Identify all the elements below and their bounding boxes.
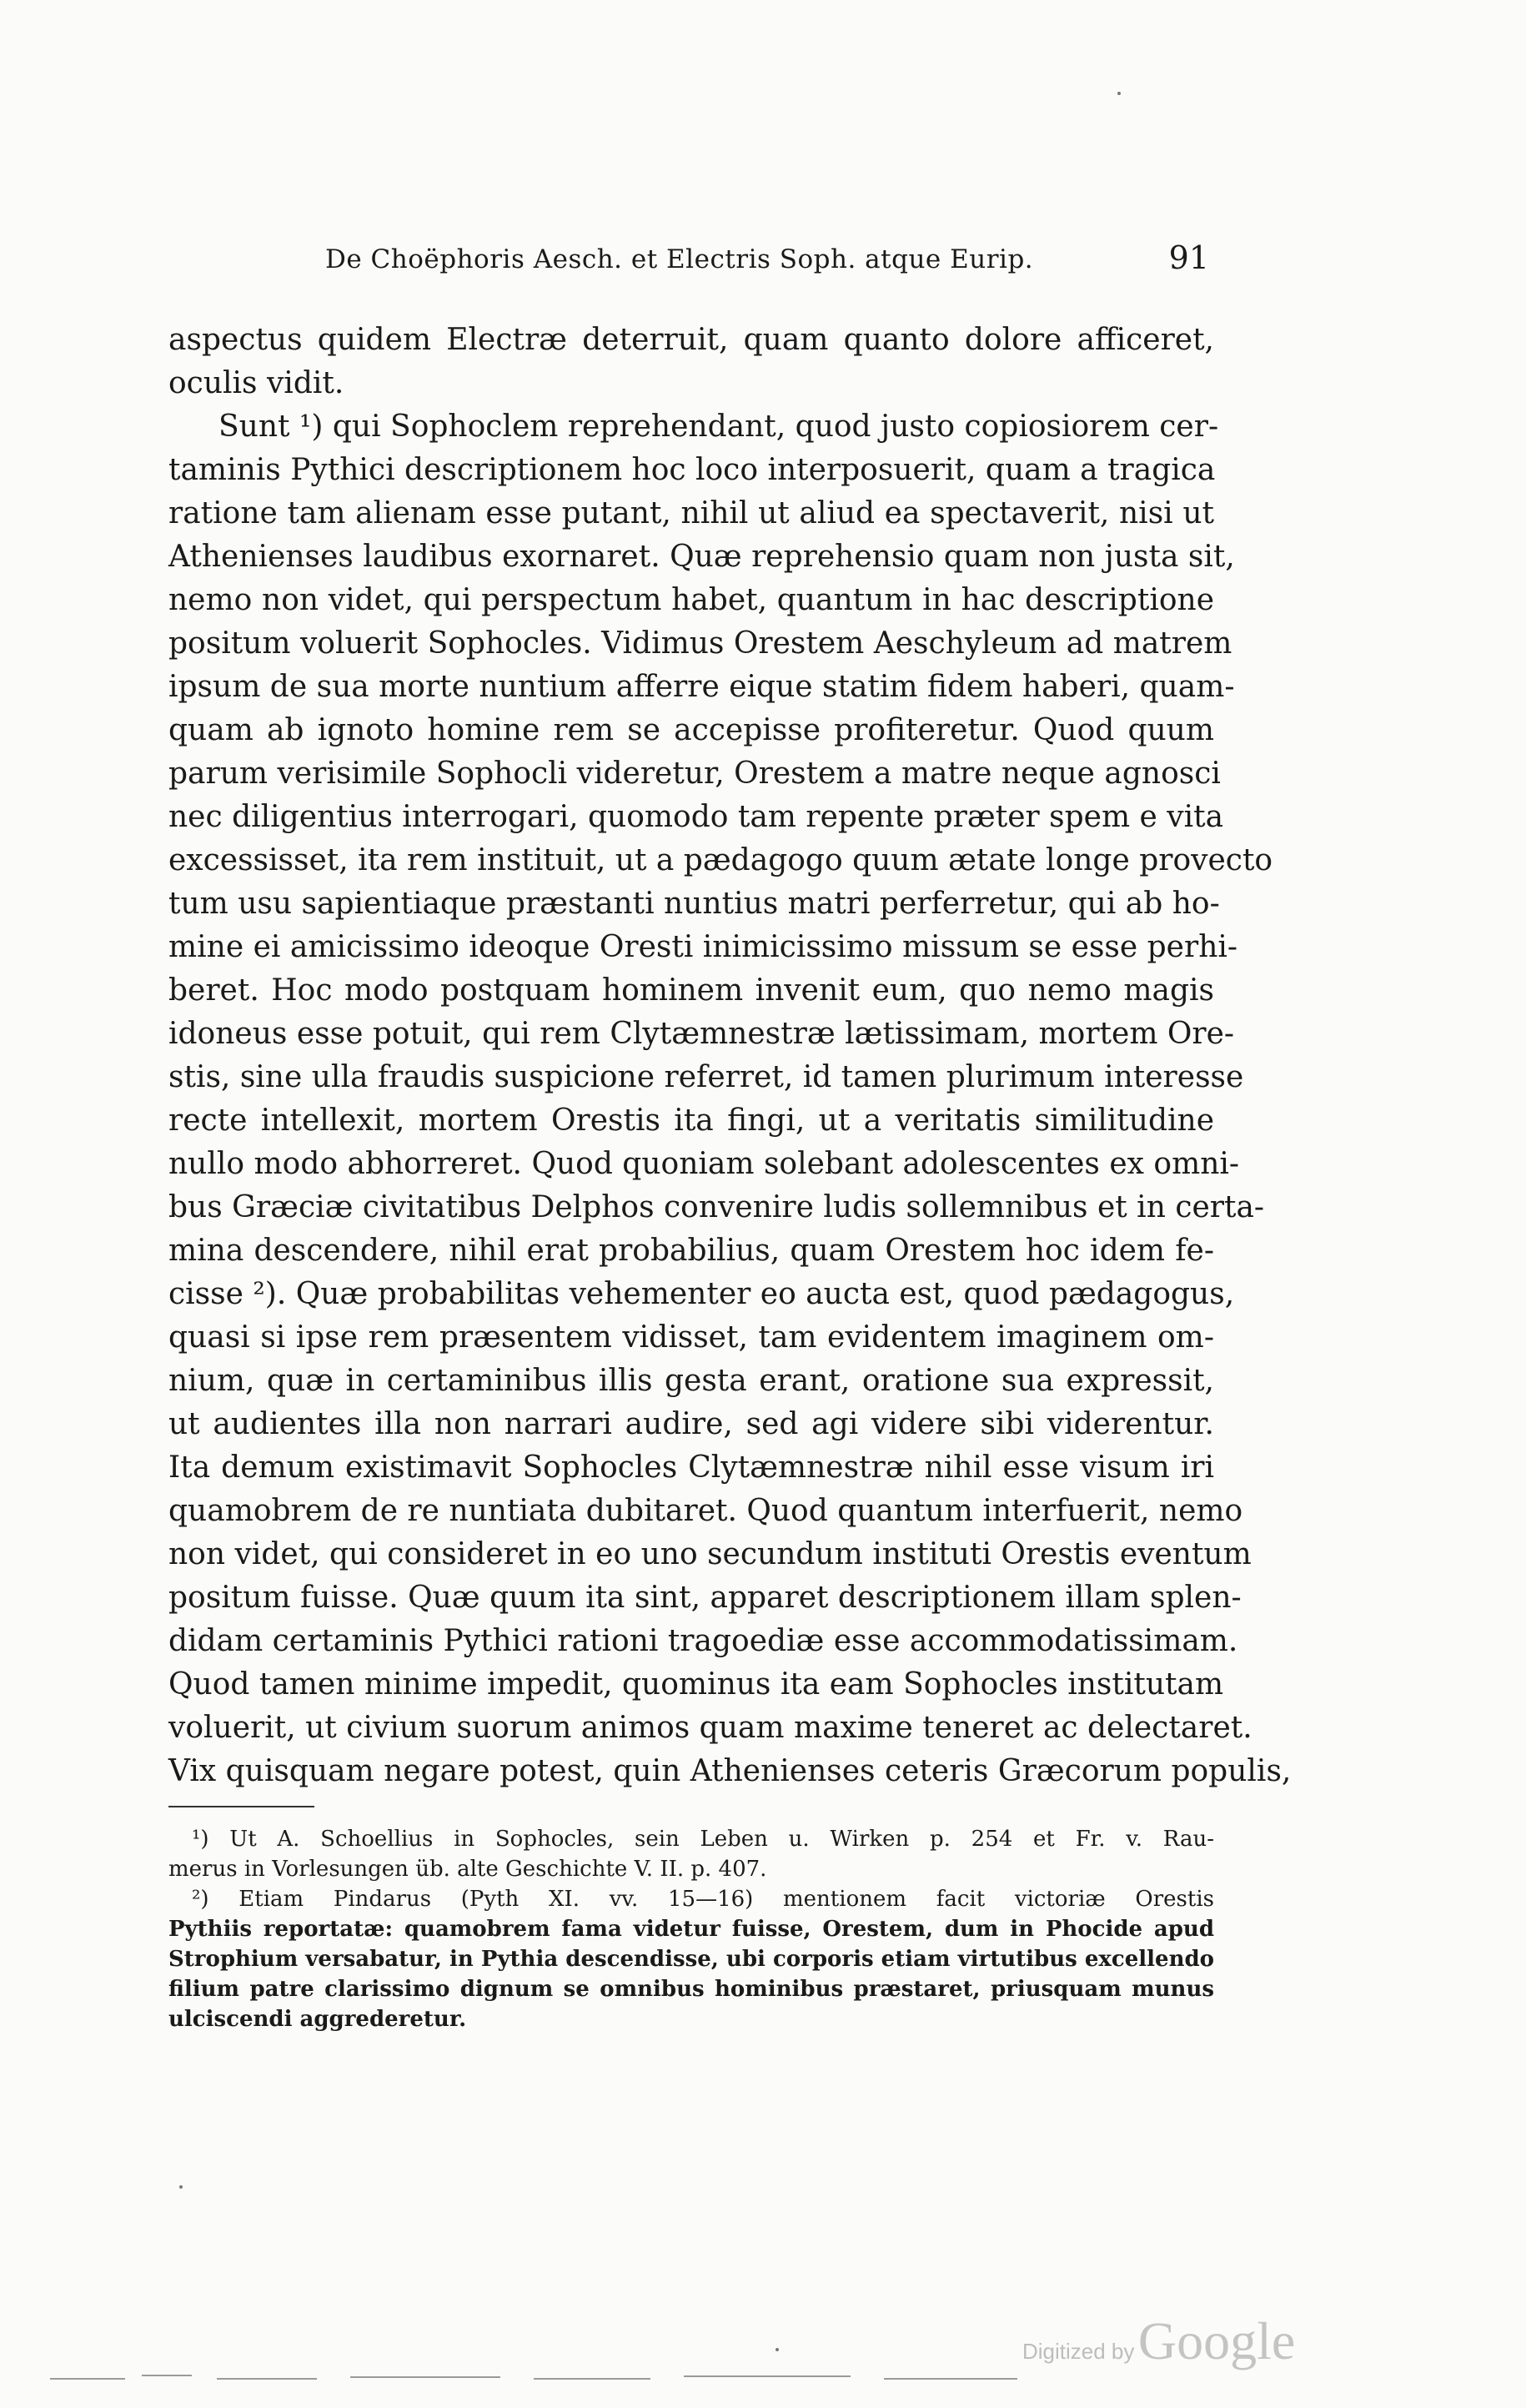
text-line: beret. Hoc modo postquam hominem invenit eum, quo nemo magis bbox=[168, 973, 1214, 1008]
text-line: taminis Pythici descriptionem hoc loco interposuerit, quam a tragica bbox=[168, 453, 1216, 487]
scan-artifacts bbox=[50, 2373, 1468, 2390]
text-line: Sunt ¹) qui Sophoclem reprehendant, quod justo copiosiorem cer- bbox=[218, 410, 1219, 444]
google-watermark bbox=[1022, 2310, 1296, 2370]
text-line: nium, quæ in certaminibus illis gesta erant, oratione sua expressit, bbox=[168, 1364, 1214, 1398]
text-line: cisse ²). Quæ probabilitas vehementer eo aucta est, quod pædagogus, bbox=[168, 1277, 1235, 1311]
text-line: quam ab ignoto homine rem se accepisse profiteretur. Quod quum bbox=[168, 713, 1214, 747]
text-line: Vix quisquam negare potest, quin Athenienses ceteris Græcorum populis, bbox=[168, 1754, 1292, 1788]
digitized-by-label: Digitized by bbox=[1022, 2339, 1135, 2364]
scan-mark bbox=[217, 2378, 317, 2380]
running-title: De Choëphoris Aesch. et Electris Soph. atque Eurip. bbox=[325, 244, 1034, 274]
text-line: non videt, qui consideret in eo uno secundum instituti Orestis eventum bbox=[168, 1537, 1252, 1571]
footnote-rule bbox=[168, 1806, 314, 1807]
scan-dot bbox=[776, 2348, 779, 2351]
text-line: quasi si ipse rem præsentem vidisset, tam evidentem imaginem om- bbox=[168, 1320, 1214, 1355]
text-line: positum voluerit Sophocles. Vidimus Orestem Aeschyleum ad matrem bbox=[168, 626, 1232, 661]
text-line: Quod tamen minime impedit, quominus ita eam Sophocles institutam bbox=[168, 1667, 1224, 1702]
footnote-line: Pythiis reportatæ: quamobrem fama videtur fuisse, Orestem, dum in Phocide apud bbox=[168, 1917, 1214, 1942]
text-line: excessisset, ita rem instituit, ut a pædagogo quum ætate longe provecto bbox=[168, 843, 1273, 877]
text-line: Ita demum existimavit Sophocles Clytæmnestræ nihil esse visum iri bbox=[168, 1450, 1214, 1485]
footnote-line: filium patre clarissimo dignum se omnibus hominibus præstaret, priusquam munus bbox=[168, 1977, 1214, 2002]
text-line: ipsum de sua morte nuntium afferre eique statim fidem haberi, quam- bbox=[168, 670, 1235, 704]
text-line: nullo modo abhorreret. Quod quoniam solebant adolescentes ex omni- bbox=[168, 1147, 1240, 1181]
text-line: didam certaminis Pythici rationi tragoediæ esse accommodatissimam. bbox=[168, 1624, 1238, 1658]
scan-mark bbox=[350, 2376, 500, 2378]
google-logo: Google bbox=[1137, 2311, 1296, 2370]
footnote-line: ¹) Ut A. Schoellius in Sophocles, sein Leben u. Wirken p. 254 et Fr. v. Rau- bbox=[192, 1827, 1214, 1852]
scan-dot bbox=[179, 2185, 183, 2189]
text-line: ut audientes illa non narrari audire, sed agi videre sibi viderentur. bbox=[168, 1407, 1214, 1441]
text-line: aspectus quidem Electræ deterruit, quam quanto dolore afficeret, bbox=[168, 323, 1214, 357]
scan-dot bbox=[1117, 92, 1121, 95]
footnote-line: ²) Etiam Pindarus (Pyth XI. vv. 15—16) mentionem facit victoriæ Orestis bbox=[192, 1887, 1214, 1912]
text-line: parum verisimile Sophocli videretur, Orestem a matre neque agnosci bbox=[168, 757, 1221, 791]
scan-mark bbox=[142, 2375, 192, 2376]
text-line: bus Græciæ civitatibus Delphos convenire ludis sollemnibus et in certa- bbox=[168, 1190, 1265, 1224]
text-line: nec diligentius interrogari, quomodo tam repente præter spem e vita bbox=[168, 800, 1224, 834]
text-line: idoneus esse potuit, qui rem Clytæmnestræ lætissimam, mortem Ore- bbox=[168, 1017, 1235, 1051]
text-line: positum fuisse. Quæ quum ita sint, apparet descriptionem illam splen- bbox=[168, 1581, 1242, 1615]
text-line: mine ei amicissimo ideoque Oresti inimicissimo missum se esse perhi- bbox=[168, 930, 1238, 964]
text-line: voluerit, ut civium suorum animos quam maxime teneret ac delectaret. bbox=[168, 1711, 1252, 1745]
page-header bbox=[325, 239, 1209, 281]
footnote-line: Strophium versabatur, in Pythia descendisse, ubi corporis etiam virtutibus excellendo bbox=[168, 1947, 1214, 1972]
page-number: 91 bbox=[1168, 239, 1209, 276]
text-line: stis, sine ulla fraudis suspicione referret, id tamen plurimum interesse bbox=[168, 1060, 1244, 1094]
scan-mark bbox=[534, 2378, 650, 2380]
text-line: nemo non videt, qui perspectum habet, quantum in hac descriptione bbox=[168, 583, 1214, 617]
text-line: tum usu sapientiaque præstanti nuntius matri perferretur, qui ab ho- bbox=[168, 887, 1220, 921]
scan-mark bbox=[50, 2378, 125, 2380]
text-line: quamobrem de re nuntiata dubitaret. Quod quantum interfuerit, nemo bbox=[168, 1494, 1243, 1528]
text-line: Athenienses laudibus exornaret. Quæ reprehensio quam non justa sit, bbox=[168, 540, 1235, 574]
text-line: oculis vidit. bbox=[168, 366, 344, 400]
scan-mark bbox=[884, 2378, 1017, 2380]
scan-mark bbox=[684, 2375, 851, 2377]
text-line: recte intellexit, mortem Orestis ita fingi, ut a veritatis similitudine bbox=[168, 1103, 1214, 1138]
text-line: mina descendere, nihil erat probabilius, quam Orestem hoc idem fe- bbox=[168, 1234, 1214, 1268]
text-line: ratione tam alienam esse putant, nihil ut aliud ea spectaverit, nisi ut bbox=[168, 496, 1214, 530]
footnote-line: ulciscendi aggrederetur. bbox=[168, 2007, 467, 2032]
footnote-line: merus in Vorlesungen üb. alte Geschichte V. II. p. 407. bbox=[168, 1857, 767, 1882]
